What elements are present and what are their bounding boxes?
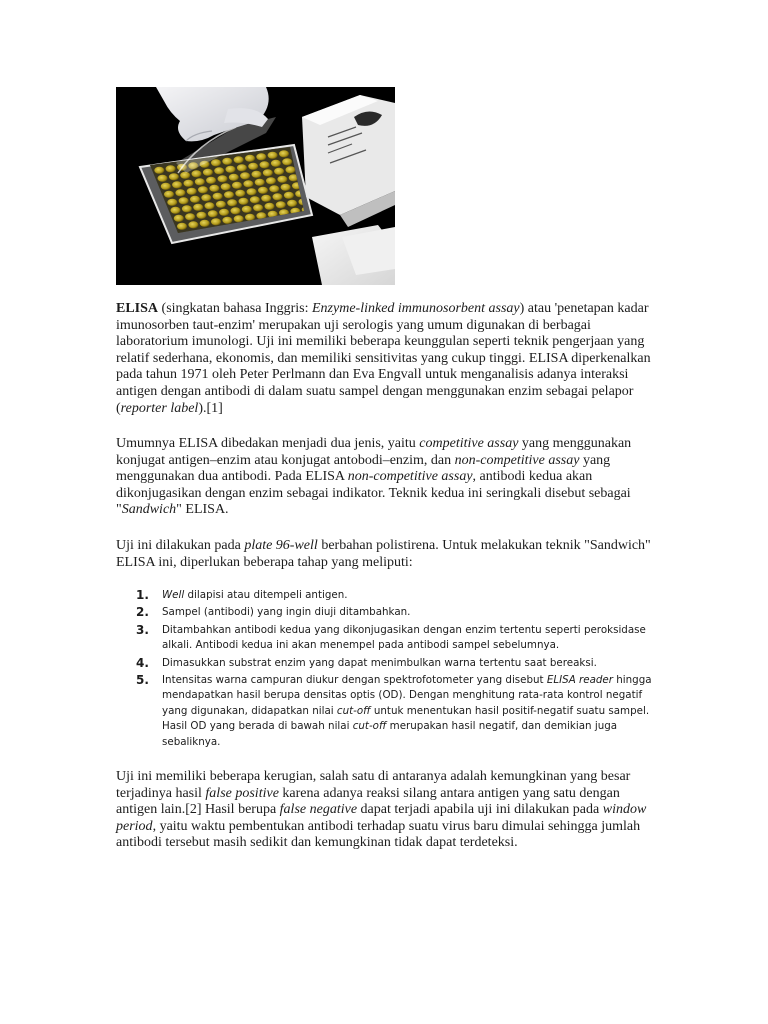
list-item: [136, 588, 656, 603]
well: [177, 223, 187, 230]
well: [277, 176, 287, 183]
well: [154, 167, 164, 174]
well: [179, 197, 189, 204]
procedure-text-2: berbahan polistirena. Untuk melakukan teknik "Sandwich" ELISA ini, diperlukan beberapa tahap yang meliputi:: [116, 538, 651, 570]
well: [190, 196, 200, 203]
step-text: cut-off: [336, 704, 371, 717]
well: [281, 184, 291, 191]
well: [224, 191, 234, 198]
well: [211, 218, 221, 225]
well: [239, 198, 249, 205]
list-item: [136, 605, 656, 620]
well: [197, 212, 207, 219]
well: [169, 173, 179, 180]
well: [185, 213, 195, 220]
types-italic-4: Sandwich: [121, 502, 177, 518]
list-item: [136, 656, 656, 671]
drawbacks-italic-2: false negative: [279, 802, 358, 818]
well: [222, 158, 232, 165]
list-item: [136, 623, 656, 654]
drawbacks-text-1: Uji ini memiliki beberapa kerugian, salah satu di antaranya adalah kemungkinan yang besar terjadinya hasil: [116, 769, 631, 801]
well: [250, 196, 260, 203]
intro-paragraph: [116, 301, 656, 417]
well: [172, 181, 182, 188]
well: [248, 163, 258, 170]
well: [255, 179, 265, 186]
types-paragraph: [116, 436, 656, 519]
well: [198, 186, 208, 193]
intro-text-2: ) atau 'penetapan kadar imunosorben taut-enzim' merupakan uji serologis yang umum digunakan di berbagai laboratorium imunologi. Uji ini memiliki beberapa keunggulan seperti teknik pengerjaan yang relatif sederhana, ekonomis, dan memiliki sensitivitas yang cukup tinggi. ELISA diperkenalkan pada tahun 1971 oleh Peter Perlmann dan Eva Engvall untuk menganalisis adanya interaksi antigen dengan antibodi di dalam suatu sampel dengan menggunakan enzim sebagai pelapor (: [116, 301, 651, 416]
types-text-2: yang menggunakan konjugat antigen–enzim atau konjugat antobodi–enzim, dan: [116, 436, 632, 468]
well: [167, 199, 177, 206]
well: [247, 188, 257, 195]
procedure-italic-1: plate 96-well: [244, 538, 318, 553]
well: [205, 202, 215, 209]
types-italic-1: competitive assay: [419, 436, 519, 451]
well: [273, 193, 283, 200]
well: [268, 152, 278, 159]
steps-list: [136, 588, 656, 752]
procedure-paragraph: [116, 538, 656, 571]
well: [232, 182, 242, 189]
well: [214, 167, 224, 174]
types-text-5: " ELISA.: [176, 502, 229, 518]
well: [209, 185, 219, 192]
well: [216, 201, 226, 208]
well: [195, 178, 205, 185]
well: [203, 169, 213, 176]
well: [164, 191, 174, 198]
well: [180, 172, 190, 179]
step-text: Sampel (antibodi) yang ingin diuji ditambahkan.: [162, 606, 411, 619]
drawbacks-text-2: karena adanya reaksi silang antara antigen yang satu dengan antigen lain.[2] Hasil berupa: [116, 785, 620, 818]
well: [187, 188, 197, 195]
well: [258, 187, 268, 194]
well: [193, 204, 203, 211]
step-text: hingga mendapatkan hasil berupa densitas optis (OD). Dengan menghitung rata-rata kontrol negatif yang digunakan, didapatkan nilai: [162, 674, 652, 717]
well: [242, 206, 252, 213]
well: [286, 166, 296, 173]
step-text: Intensitas warna campuran diukur dengan spektrofotometer yang disebut: [162, 674, 547, 687]
well: [276, 201, 286, 208]
well: [279, 150, 289, 157]
intro-italic-1: Enzyme-linked immunosorbent assay: [312, 301, 520, 316]
intro-text-1: (singkatan bahasa Inggris:: [158, 301, 312, 316]
step-text: cut-off: [352, 720, 387, 733]
step-number: 3.: [136, 622, 149, 637]
procedure-text-1: Uji ini dilakukan pada: [116, 538, 245, 553]
well: [174, 215, 184, 222]
well: [231, 207, 241, 214]
well: [245, 155, 255, 162]
well: [229, 174, 239, 181]
well: [219, 209, 229, 216]
well: [182, 205, 192, 212]
well: [243, 180, 253, 187]
elisa-term: ELISA: [116, 301, 159, 316]
well: [166, 165, 176, 172]
well: [218, 175, 228, 182]
well: [235, 190, 245, 197]
well: [274, 168, 284, 175]
well: [208, 210, 218, 217]
well: [261, 195, 271, 202]
well: [253, 204, 263, 211]
types-italic-2: non-competitive assay: [454, 452, 580, 468]
types-text-3: yang menggunakan dua antibodi. Pada ELISA: [116, 452, 611, 485]
well: [200, 220, 210, 227]
types-text-1: Umumnya ELISA dibedakan menjadi dua jenis, yaitu: [116, 436, 420, 451]
well: [269, 185, 279, 192]
well: [171, 207, 181, 214]
step-text: Well: [162, 589, 185, 601]
types-text-4: , antibodi kedua akan dikonjugasikan dengan enzim sebagai indikator. Teknik kedua ini seringkali disebut sebagai ": [116, 469, 631, 518]
well: [227, 199, 237, 206]
well: [265, 203, 275, 210]
intro-italic-2: reporter label: [120, 400, 199, 416]
drawbacks-italic-1: false positive: [205, 785, 279, 801]
well: [161, 183, 171, 190]
step-number: 5.: [136, 673, 149, 688]
step-text: ELISA reader: [546, 674, 613, 687]
step-number: 4.: [136, 655, 149, 670]
well: [175, 189, 185, 196]
well: [201, 194, 211, 201]
list-item: [136, 673, 656, 750]
step-text: untuk menentukan hasil positif-negatif suatu sampel. Hasil OD yang berada di bawah nilai: [162, 704, 650, 733]
well: [188, 221, 198, 228]
well: [266, 177, 276, 184]
step-number: 1.: [136, 588, 149, 602]
well: [282, 158, 292, 165]
well: [211, 159, 221, 166]
well: [284, 192, 294, 199]
well: [192, 170, 202, 177]
intro-text-3: ).[1]: [198, 400, 223, 416]
well: [256, 153, 266, 160]
drawbacks-text-4: , yaitu waktu pembentukan antibodi terhadap suatu virus baru dimulai sehingga jumlah antibodi tersebut masih sedikit dan kemungkinan tidak dapat terdeteksi.: [116, 818, 641, 851]
elisa-plate-photo: [116, 87, 395, 285]
step-text: dilapisi atau ditempeli antigen.: [184, 589, 348, 601]
well: [237, 164, 247, 171]
step-text: Ditambahkan antibodi kedua yang dikonjugasikan dengan enzim tertentu seperti peroksidase alkali. Antibodi kedua ini akan menempel pada antibodi sampel sebelumnya.: [162, 623, 646, 652]
drawbacks-italic-3: window period: [116, 802, 647, 834]
well: [260, 161, 270, 168]
drawbacks-text-3: dapat terjadi apabila uji ini dilakukan pada: [357, 802, 603, 818]
well: [263, 169, 273, 176]
well: [271, 160, 281, 167]
well: [184, 180, 194, 187]
well: [222, 217, 232, 224]
step-number: 2.: [136, 605, 149, 620]
step-text: Dimasukkan substrat enzim yang dapat menimbulkan warna tertentu saat bereaksi.: [162, 656, 597, 669]
step-text: merupakan hasil negatif, dan demikian juga sebaliknya.: [162, 720, 618, 748]
well: [221, 183, 231, 190]
well: [234, 215, 244, 222]
well: [252, 171, 262, 178]
well: [213, 193, 223, 200]
well: [226, 166, 236, 173]
well: [240, 172, 250, 179]
drawbacks-paragraph: [116, 769, 656, 852]
types-italic-3: non-competitive assay: [347, 469, 473, 485]
well: [287, 200, 297, 207]
well: [234, 156, 244, 163]
well: [206, 177, 216, 184]
well: [158, 175, 168, 182]
